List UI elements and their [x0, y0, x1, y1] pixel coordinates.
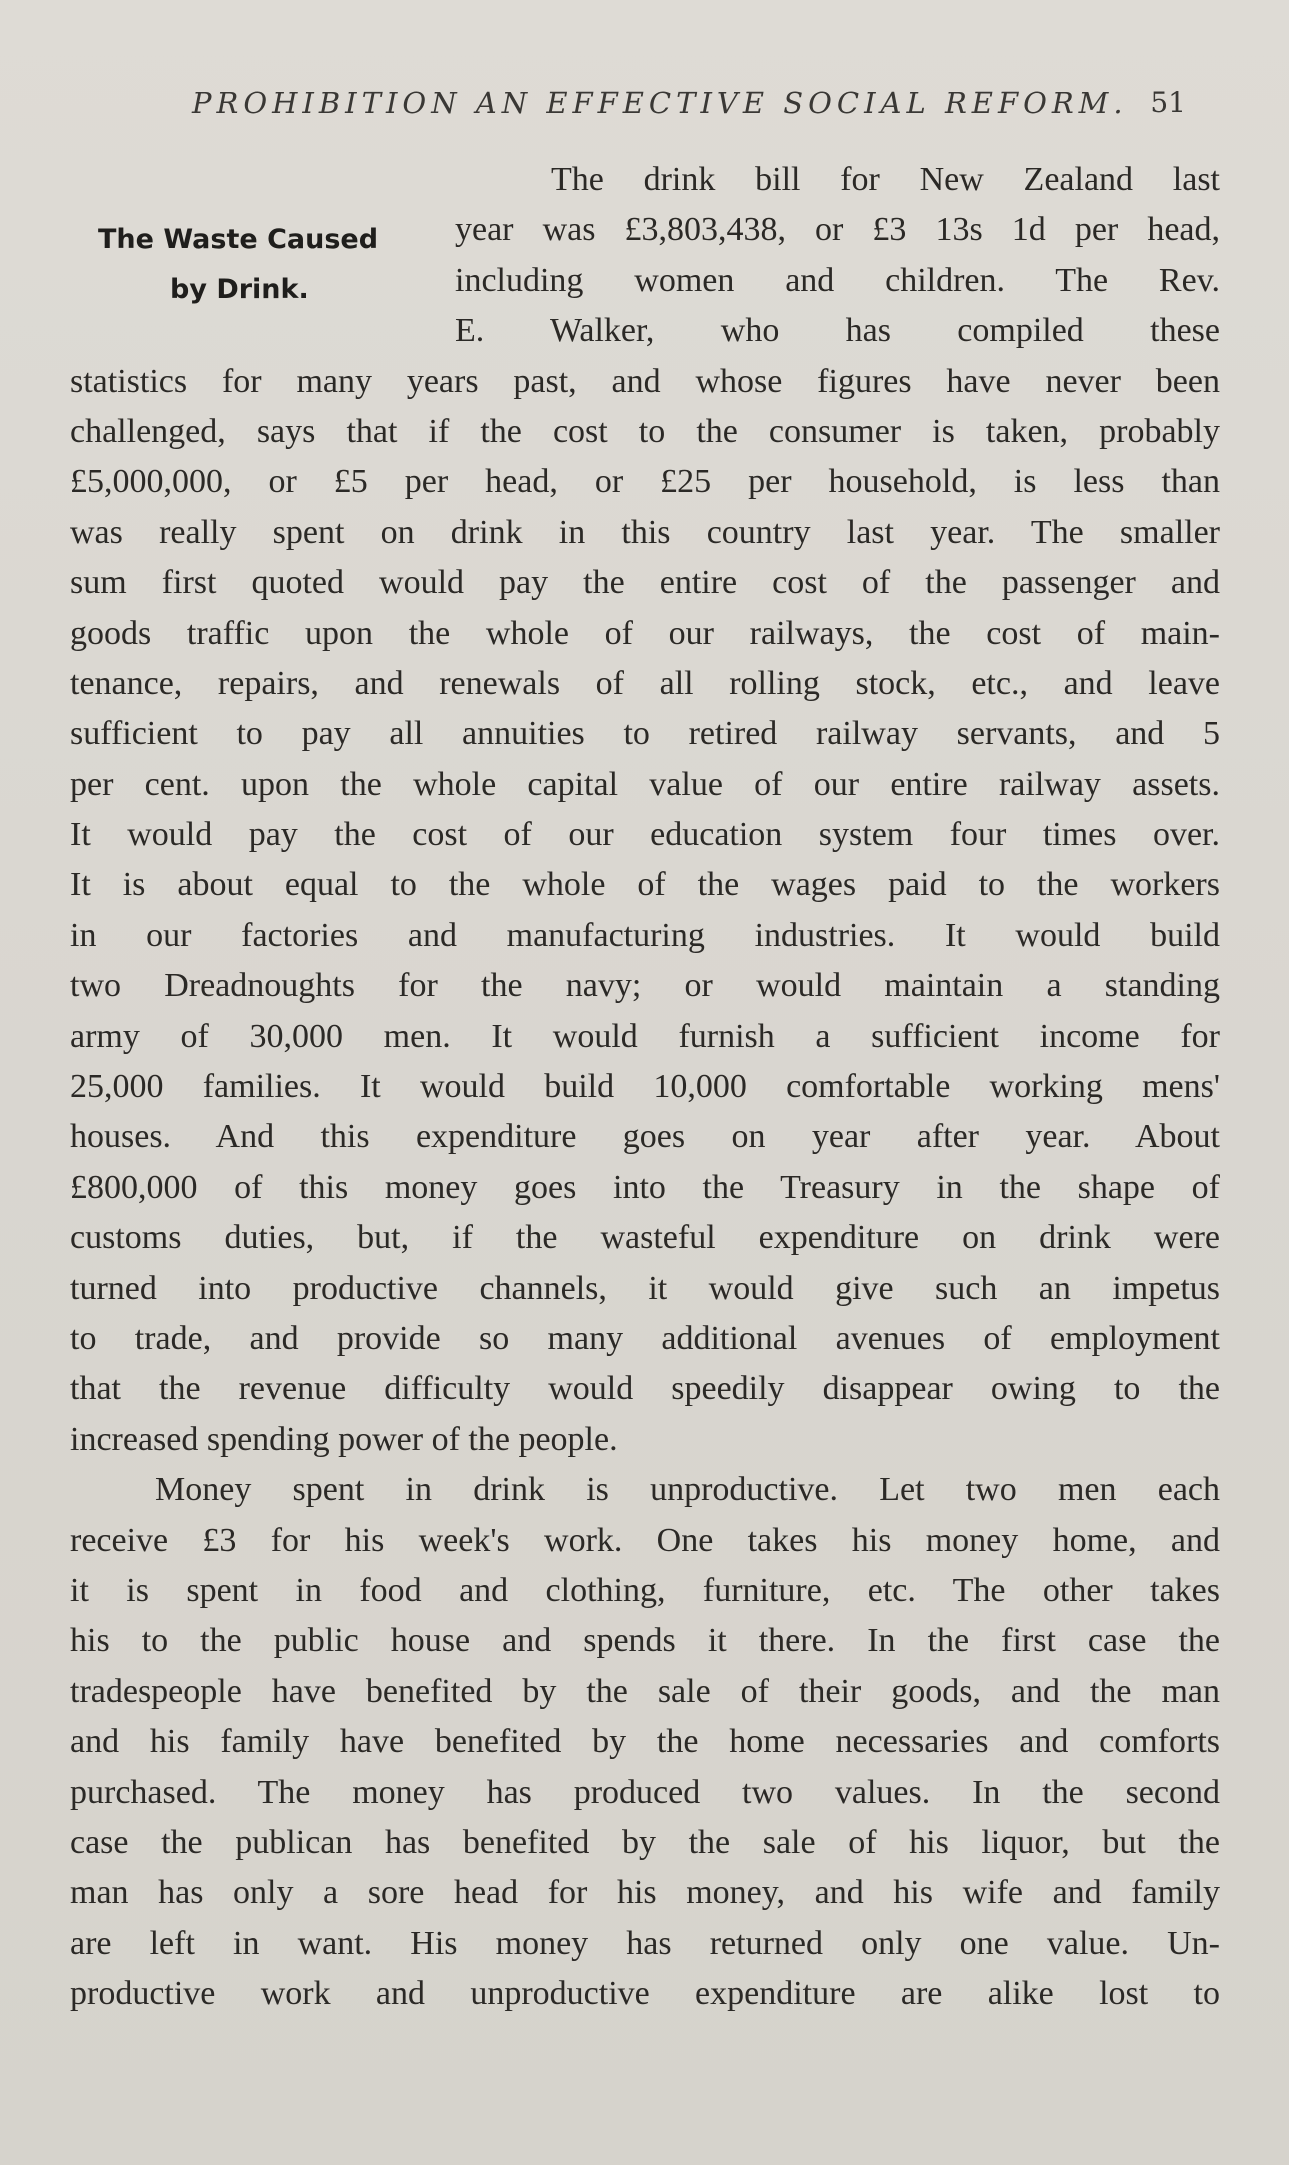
text-line: to trade, and provide so many additional avenues of employment [70, 1319, 1220, 1357]
text-line: year was £3,803,438, or £3 13s 1d per head, [455, 211, 1220, 249]
text-line: £800,000 of this money goes into the Treasury in the shape of [70, 1168, 1220, 1206]
text-line: including women and children. The Rev. [455, 261, 1220, 299]
text-line: challenged, says that if the cost to the consumer is taken, probably [70, 412, 1220, 450]
text-line: case the publican has benefited by the sale of his liquor, but the [70, 1823, 1220, 1861]
page-number: 51 [1150, 86, 1186, 119]
text-line: his to the public house and spends it there. In the first case the [70, 1622, 1220, 1660]
text-line: statistics for many years past, and whose figures have never been [70, 362, 1220, 400]
text-line: sufficient to pay all annuities to retired railway servants, and 5 [70, 715, 1220, 753]
text-line: 25,000 families. It would build 10,000 comfortable working mens' [70, 1068, 1220, 1106]
text-line: increased spending power of the people. [70, 1420, 618, 1458]
text-line: E. Walker, who has compiled these [455, 312, 1220, 350]
text-line: army of 30,000 men. It would furnish a sufficient income for [70, 1017, 1220, 1055]
text-line: It is about equal to the whole of the wages paid to the workers [70, 866, 1220, 904]
text-line: per cent. upon the whole capital value of our entire railway assets. [70, 765, 1220, 803]
text-line: receive £3 for his week's work. One takes his money home, and [70, 1521, 1220, 1559]
text-line: £5,000,000, or £5 per head, or £25 per household, is less than [70, 463, 1220, 501]
text-line: purchased. The money has produced two values. In the second [70, 1773, 1220, 1811]
text-line: man has only a sore head for his money, and his wife and family [70, 1874, 1220, 1912]
body-text [70, 155, 1220, 2019]
running-head [170, 82, 1190, 132]
text-line: two Dreadnoughts for the navy; or would maintain a standing [70, 967, 1220, 1005]
text-line: It would pay the cost of our education system four times over. [70, 816, 1220, 854]
text-line: houses. And this expenditure goes on year after year. About [70, 1118, 1220, 1156]
sidenote-line: The Waste Caused [98, 224, 379, 255]
sidenote-line: by Drink. [170, 274, 309, 305]
text-line: goods traffic upon the whole of our railways, the cost of main- [70, 614, 1220, 652]
text-line: Money spent in drink is unproductive. Let two men each [155, 1471, 1220, 1509]
text-line: tradespeople have benefited by the sale of their goods, and the man [70, 1672, 1220, 1710]
text-line: The drink bill for New Zealand last [551, 161, 1220, 198]
text-line: was really spent on drink in this country last year. The smaller [70, 513, 1220, 551]
text-line: and his family have benefited by the home necessaries and comforts [70, 1723, 1220, 1761]
text-line: that the revenue difficulty would speedily disappear owing to the [70, 1370, 1220, 1408]
running-title: PROHIBITION AN EFFECTIVE SOCIAL REFORM. [192, 86, 1128, 120]
text-line: productive work and unproductive expenditure are alike lost to [70, 1975, 1220, 2013]
text-line: turned into productive channels, it would give such an impetus [70, 1269, 1220, 1307]
text-line: it is spent in food and clothing, furniture, etc. The other takes [70, 1571, 1220, 1609]
text-line: sum first quoted would pay the entire cost of the passenger and [70, 564, 1220, 602]
text-line: in our factories and manufacturing industries. It would build [70, 916, 1220, 954]
text-line: tenance, repairs, and renewals of all rolling stock, etc., and leave [70, 664, 1220, 702]
text-line: are left in want. His money has returned only one value. Un- [70, 1924, 1220, 1962]
text-line: customs duties, but, if the wasteful expenditure on drink were [70, 1219, 1220, 1257]
